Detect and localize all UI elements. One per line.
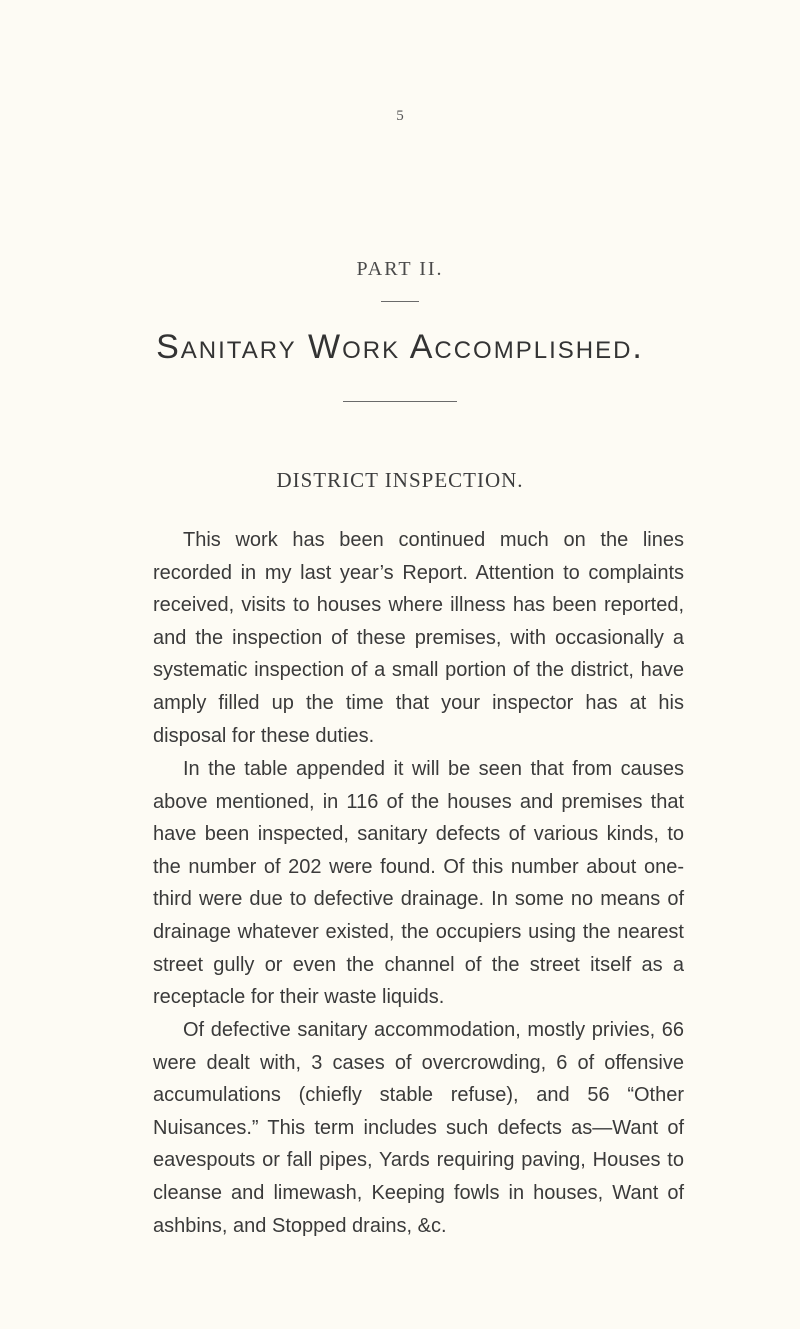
part-heading: PART II.: [356, 258, 444, 280]
paragraph-defective-accommodation: Of defective sanitary accommodation, mostly privies, 66 were dealt with, 3 cases of overcrowding, 6 of offensive accumulations (chiefly stable refuse), and 56 “Other Nuisances.” This term includes such defects as—Want of eavespouts or fall pipes, Yards requiring paving, Houses to cleanse and limewash, Keeping fowls in houses, Want of ashbins, and Stopped drains, &c.: [153, 1019, 684, 1237]
section-heading: DISTRICT INSPECTION.: [276, 468, 524, 492]
page-number: 5: [396, 108, 404, 124]
paragraph-sanitary-defects: In the table appended it will be seen that from causes above mentioned, in 116 of the houses and premises that have been inspected, sanitary defects of various kinds, to the number of 202 were found. Of this number about one-third were due to defective drainage. In some no means of drainage whatever existed, the occupiers using the nearest street gully or even the channel of the street itself as a receptacle for their waste liquids.: [153, 758, 684, 1009]
paragraph-district-inspection-intro: This work has been continued much on the lines recorded in my last year’s Report. Attention to complaints received, visits to houses where illness has been reported, and the inspection of these premises, with occasionally a systematic inspection of a small portion of the district, have amply filled up the time that your inspector has at his disposal for these duties.: [153, 529, 684, 747]
page-title: Sanitary Work Accomplished.: [156, 328, 644, 366]
long-divider: [343, 401, 457, 402]
short-divider: [381, 301, 419, 302]
